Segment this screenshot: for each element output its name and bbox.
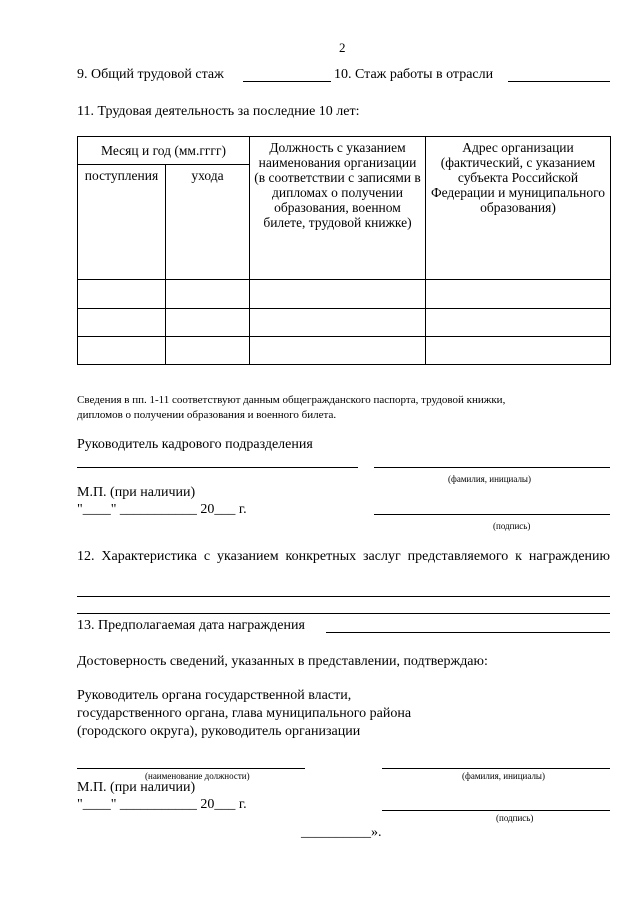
hr-head-label: Руководитель кадрового подразделения: [77, 437, 313, 452]
table-cell[interactable]: [78, 337, 166, 365]
item12-label: 12. Характеристика с указанием конкретных заслуг представляемого к награждению: [77, 549, 610, 564]
header-position: Должность с указанием наименования организации (в соответствии с записями в дипломах о получении образования, военном билете, трудовой книжке): [250, 137, 426, 280]
item13-field[interactable]: [326, 632, 610, 633]
leader-fio-field[interactable]: [382, 768, 610, 769]
table-row: [78, 280, 611, 309]
header-end: ухода: [166, 165, 250, 280]
leader-date-line[interactable]: "____" ___________ 20___ г.: [77, 797, 247, 812]
table-row: [78, 337, 611, 365]
hr-head-fio-field[interactable]: [374, 467, 610, 468]
item13-label: 13. Предполагаемая дата награждения: [77, 618, 305, 633]
fio-caption: (фамилия, инициалы): [448, 474, 531, 484]
item12-field[interactable]: [77, 596, 610, 597]
position-caption: (наименование должности): [145, 771, 250, 781]
leader-fio-caption: (фамилия, инициалы): [462, 771, 545, 781]
confirmation-text: Достоверность сведений, указанных в представлении, подтверждаю:: [77, 654, 488, 669]
table-cell[interactable]: [166, 337, 250, 365]
leader-stamp-label: М.П. (при наличии): [77, 780, 196, 795]
table-cell[interactable]: [426, 337, 611, 365]
total-experience-label: 9. Общий трудовой стаж: [77, 67, 224, 82]
date-line[interactable]: "____" ___________ 20___ г.: [77, 502, 247, 517]
work-history-heading: 11. Трудовая деятельность за последние 10 лет:: [77, 104, 360, 119]
header-month-year: Месяц и год (мм.гггг): [78, 137, 250, 165]
table-cell[interactable]: [250, 309, 426, 337]
industry-experience-field[interactable]: [508, 81, 610, 82]
industry-experience-label: 10. Стаж работы в отрасли: [334, 67, 494, 82]
work-history-table: [77, 136, 611, 365]
leader-signature-caption: (подпись): [496, 813, 534, 823]
item12-field[interactable]: [77, 613, 610, 614]
hr-head-name-field[interactable]: [77, 467, 358, 468]
table-cell[interactable]: [78, 280, 166, 309]
table-row: [78, 309, 611, 337]
signature-caption: (подпись): [493, 521, 531, 531]
hr-head-signature-field[interactable]: [374, 514, 610, 515]
header-address: Адрес организации (фактический, с указанием субъекта Российской Федерации и муниципального образования): [426, 137, 611, 280]
leader-signature-field[interactable]: [382, 810, 610, 811]
closing-mark: __________».: [301, 825, 382, 840]
table-cell[interactable]: [78, 309, 166, 337]
leader-title: Руководитель органа государственной власти, государственного органа, глава муниципального района (городского округа), руководитель организации: [77, 688, 412, 739]
stamp-label: М.П. (при наличии): [77, 485, 196, 500]
header-start: поступления: [78, 165, 166, 280]
compliance-note: Сведения в пп. 1-11 соответствуют данным общегражданского паспорта, трудовой книжки, дипломов о получении образования и военного билета.: [77, 394, 506, 421]
total-experience-field[interactable]: [243, 81, 331, 82]
table-cell[interactable]: [250, 280, 426, 309]
table-cell[interactable]: [166, 309, 250, 337]
leader-position-field[interactable]: [77, 768, 305, 769]
page-number: 2: [339, 40, 346, 55]
table-cell[interactable]: [166, 280, 250, 309]
table-cell[interactable]: [426, 280, 611, 309]
table-cell[interactable]: [250, 337, 426, 365]
table-cell[interactable]: [426, 309, 611, 337]
